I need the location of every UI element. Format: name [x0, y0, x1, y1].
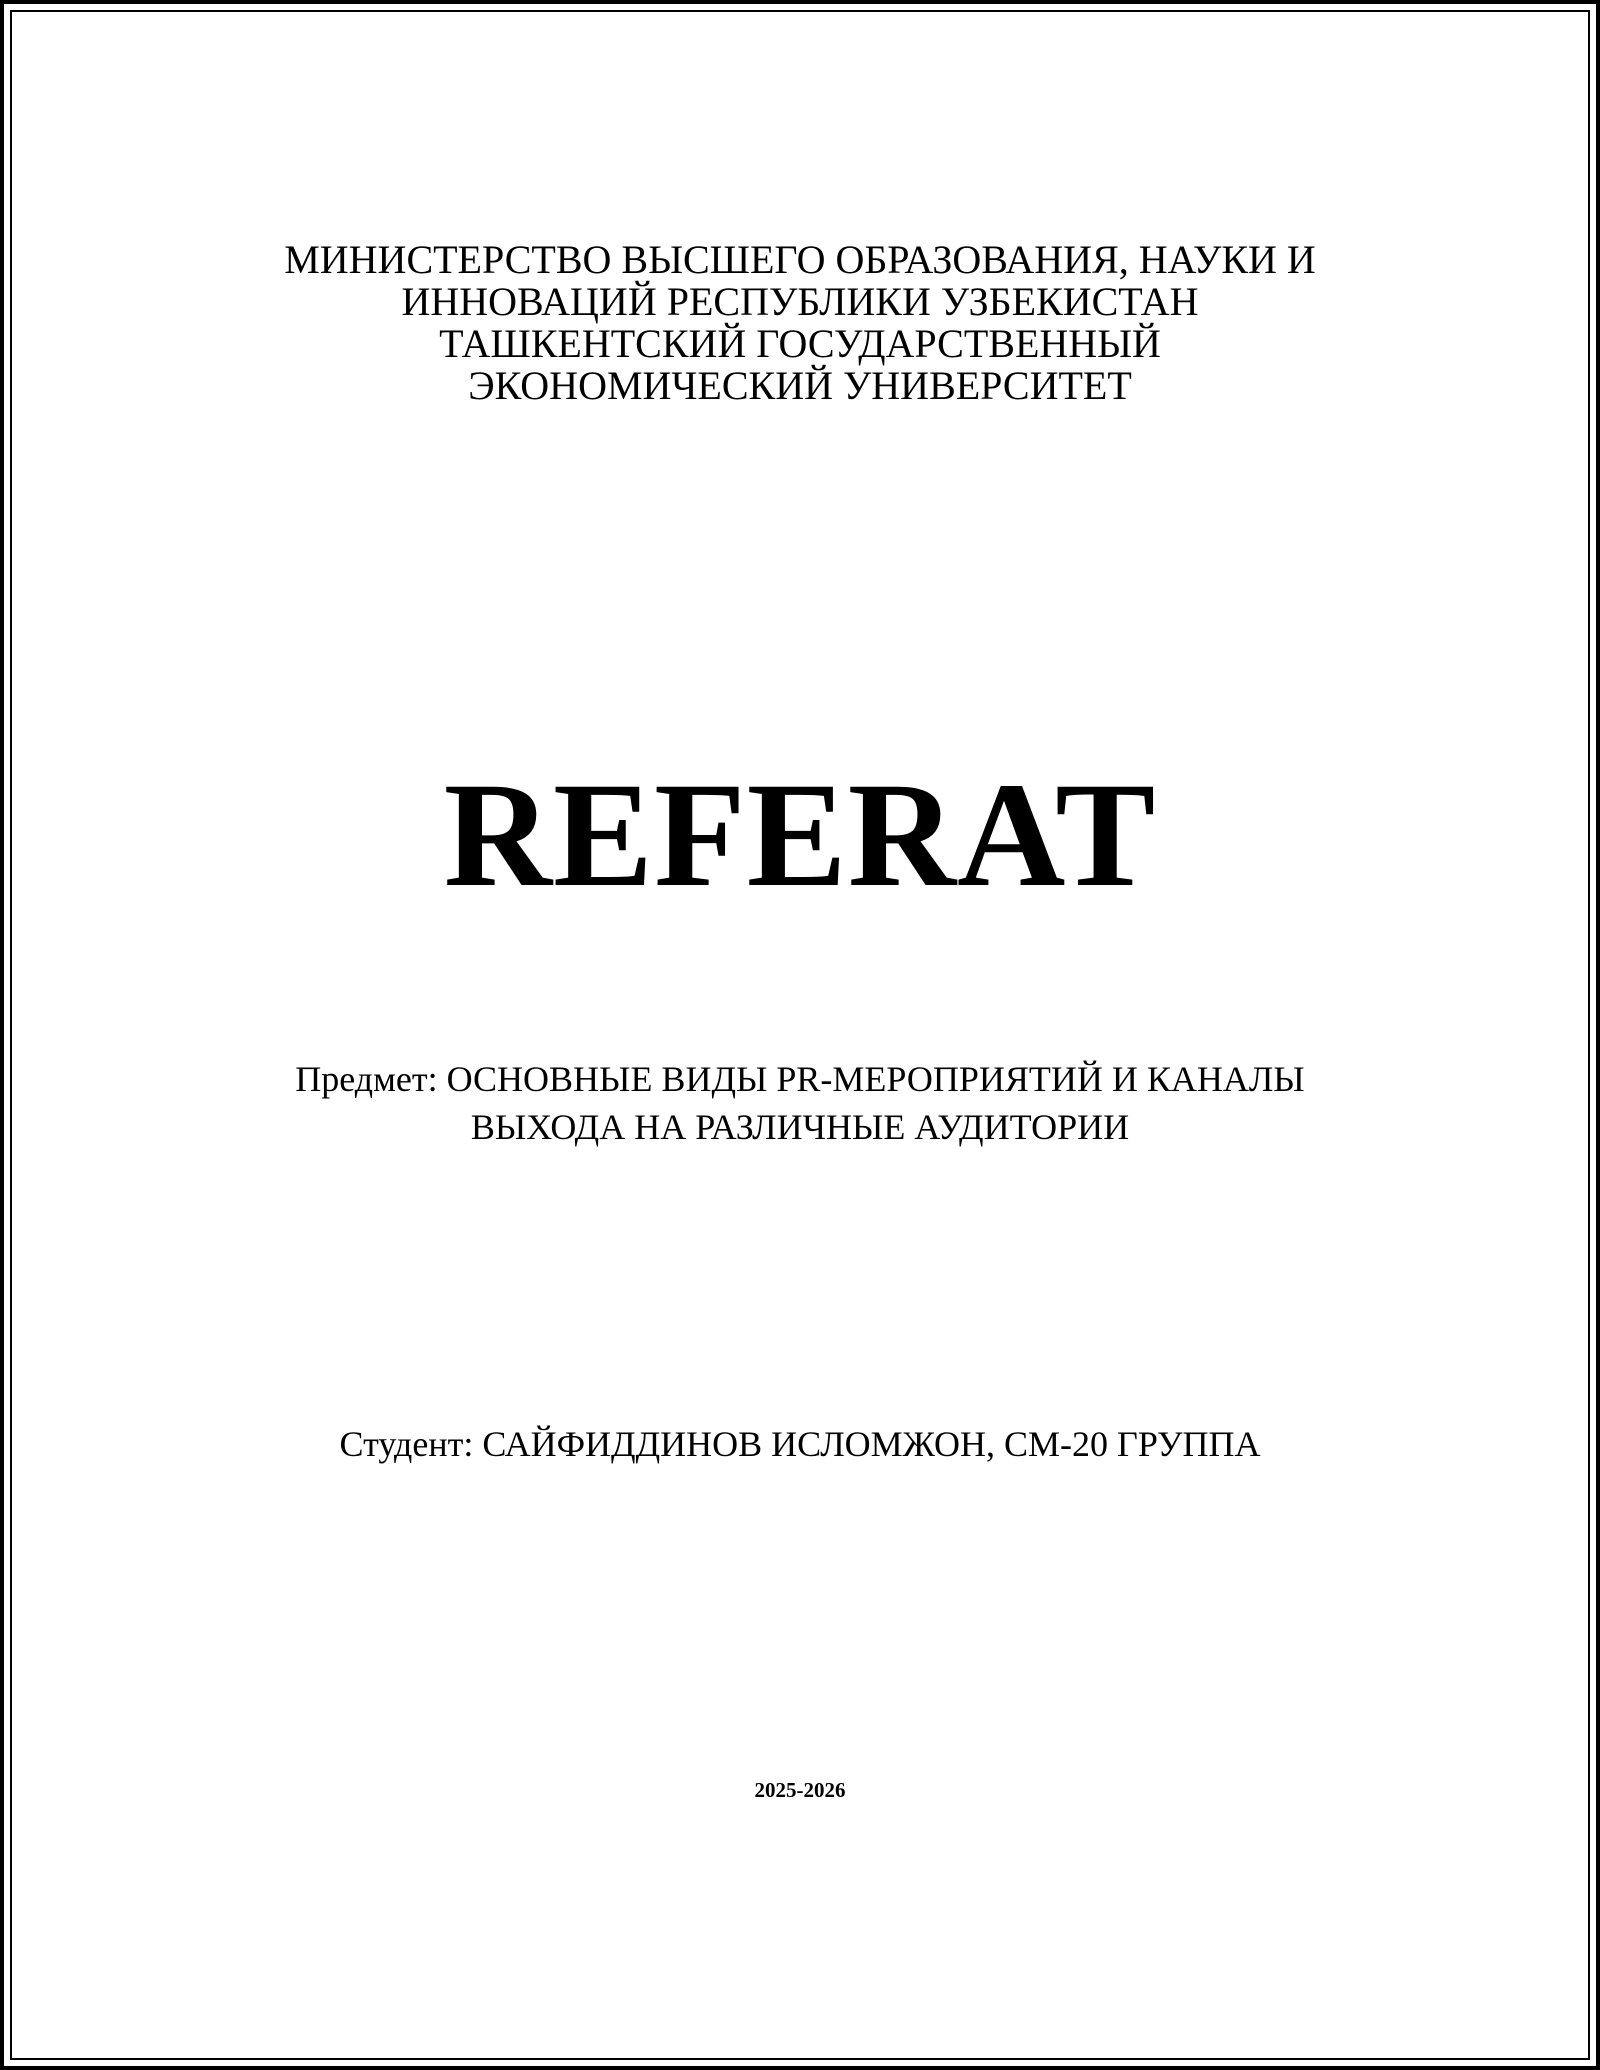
- ministry-header: [0, 237, 1600, 408]
- ministry-line-2: ИННОВАЦИЙ РЕСПУБЛИКИ УЗБЕКИСТАН: [401, 279, 1199, 324]
- subject-line-2: ВЫХОДА НА РАЗЛИЧНЫЕ АУДИТОРИИ: [470, 1107, 1130, 1147]
- ministry-line-4: ЭКОНОМИЧЕСКИЙ УНИВЕРСИТЕТ: [468, 363, 1132, 408]
- ministry-line-1: МИНИСТЕРСТВО ВЫСШЕГО ОБРАЗОВАНИЯ, НАУКИ И: [284, 237, 1316, 282]
- ministry-line-3: ТАШКЕНТСКИЙ ГОСУДАРСТВЕННЫЙ: [439, 321, 1161, 366]
- document-title: REFERAT: [443, 752, 1157, 918]
- subject-block: [0, 1055, 1600, 1151]
- subject-line-1: Предмет: ОСНОВНЫЕ ВИДЫ PR-МЕРОПРИЯТИЙ И КАНАЛЫ: [295, 1059, 1305, 1099]
- academic-year: 2025-2026: [754, 1778, 846, 1802]
- student-line: Студент: САЙФИДДИНОВ ИСЛОМЖОН, СМ-20 ГРУППА: [339, 1424, 1261, 1464]
